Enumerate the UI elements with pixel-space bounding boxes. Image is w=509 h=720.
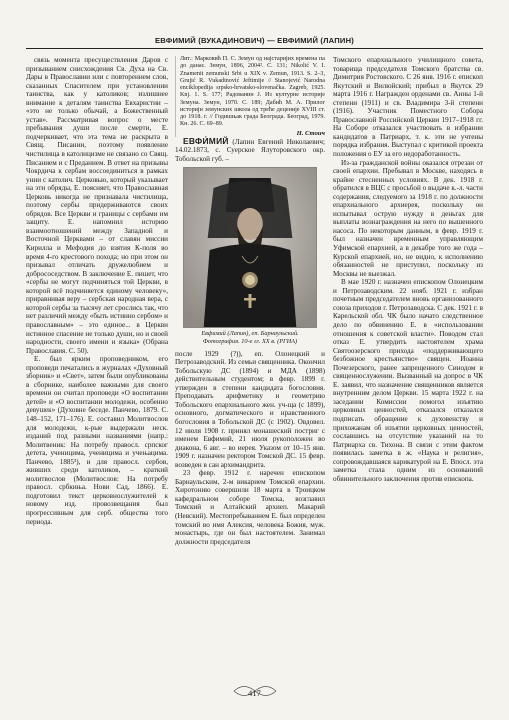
col1-paragraph-1: связь момента пресуществления Даров с призыванием сниcхождения Св. Духа на Св. Дары в Православии или с повторением слов, сказанных Спасителем при установлении таинства, как у католиков; излишнее внимание к деталям таинства Евхаристии – «это не только обычай, а Божественный устав». Рассматривая вопрос о месте пребывания души после смерти, Е. подчеркивает, что эта тема не раскрыта в Свящ. Писании, поэтому появление чистилища в католицизме не связано со Свящ. Писанием и с Преданием. В ответ на призывы Чокрдича к сербам воссоединиться в рамках унии с католич. Церковью, который указывает на эти обряды, Е. поясняет, что Православная Церковь никогда не признавала чистилища, поэтому сербы придерживаются своих обрядов. Все Церкви и границы с сербами им защиту. Е. напомнил историю взаимоотношений между Западной и Восточной Церквами – от славян миссии Кирилла и Мефодия до взятия К-поля во время 4-го крестового похода; но при этом он призывал отличать дружелюбием и добрососедством. В заключение Е. пишет, что «сербы не могут подчиняться той Церкви, в которой всё подчиняется единому человеку», приравнивая веру – сербская народная вера, с которой сербы за тысячу лет срослись так, что нет различий между «быть истинно сербом» и православным» – это единое... в Церкви истинное спасение не только души, но и своей народности, своего имени и языка» (Обрана Православия. С. 50).: [26, 56, 168, 355]
entry-lead: (Лапин Евгений Николаевич; 14.02.1873, с. Суерское Ялуторовского окр. Тобольской губ. –: [175, 137, 325, 163]
caption-line-1: Евфимий (Лапин), еп. Барнаульский.: [201, 330, 299, 338]
page-number: 417: [248, 688, 261, 698]
col3-paragraph-3: В мае 1920 г. назначен епископом Олонецким и Петрозаводским. 22 нояб. 1921 г. избран почетным председателем вновь организованного союза приходов г. Петрозаводска. С дек. 1921 г. в Карельской обл. ЧК было начато следственное дело по обвинению Е. в «использовании отношения к советской власти». Поводом стал отказ Е. утвердить настоятелем храма Святоозерского прихода «поддерживающего безбожное крестьянство» священ. Иоанна Почезерского, ранее запрещенного Синодом в священнослужении. Вызванный на допрос в ЧК Е. заявил, что назначение священников является внутренним делом Церкви. 15 марта 1922 г. на заседании Комиссии помогол изъятию церковных ценностей, отказался отказался подписать обращение к духовенству и прихожанам об изъятии церковных ценностей, сославшись на отсутствие указаний на то Патриарха св. Тихона. В связи с этим фактом появилась заметка в ж. «Наука и религия», сопровождавшаяся карикатурой на Е. Впосл. эта заметка стала одним из основаниий обвинительного заключения против епископа.: [333, 278, 483, 483]
column-3: [333, 56, 483, 483]
entry-heading: [175, 137, 325, 164]
references-text: Лит.: Марковић П. С. Земун од најстаријих времена па до данас. Земун, 1896, 2004². С. 131; Nikolić V. I. Znamenit zemunski Srbi u XIX v. Zemun, 1913. S. 2–3, Grujić R. Vukadinović Jeftimije // Stanojević Narodna enciklopedija srpsko-hrvatsko-slovenačka. Zagreb, 1925. Knj. 1. S. 177; Радованин Ј. Из културне историје Земуна. Земун, 1970. С. 189; Дабић М. А. Прилог историји земунских школа од треће деценије XVIII ст. до 1918. г. // Годишњак града Београда. Београд, 1979. Кн. 26. С. 69–89.: [180, 56, 325, 128]
column-1: [26, 56, 168, 526]
column-2: [175, 56, 325, 546]
col3-paragraph-2: Из-за гражданской войны оказался отрезан от своей епархии. Пребывал в Москве, находясь в крайне стесненных условиях. В дек. 1918 г. обратился в ВЦС с просьбой о выдаче к.-л. части содержания, следуемого за 1918 г. по должности епархиального архиерея, поскольку он испытывал острую нужду в деньгах для выплаты вознаграждения на него по вышенного насоса. По некоторым данным, в февр. 1919 г. был назначен временным управляющим Уфимской епархией, а в декабре того же года – Курской епархией, но, не видно, к исполнению обязанностей не приступил, поскольку из Москвы не выезжал.: [333, 158, 483, 278]
caption-line-2: Фотография. 10-е гг. XX в. (РГИА): [202, 337, 298, 345]
portrait-image: [184, 168, 316, 327]
col3-paragraph-1: Томского епархиального училищного совета, товарища председателя Томского братства св. Димитрия Ростовского. С 26 янв. 1916 г. епископ Якутский и Вилюйский; прибыл в Якутск 29 марта 1916 г. Награжден орденами св. Анны 1-й степени (1911) и св. Владимира 3-й степени (1916). Участник Поместного Собора Православной Российской Церкви 1917–1918 гг. На Соборе отказался участвовать в избрании кандидатов в Патриарх, т. к. эти не учтены порядка избрания. Выступал с критикой проекта положения о ЕУ за его недоработанность.: [333, 56, 483, 159]
portrait-photo: [183, 167, 317, 328]
col2-paragraph-2: 23 февр. 1912 г. наречен епископом Барнаульским, 2-м викарием Томской епархии. Хиротонию совершили 18 марта в Троицком кафедральном соборе Томска, возглавил Томский и Алтайский архиеп. Макарий (Невский). Местопребыванием Е. был определен томский во имя Алексия, человека Божия, муж. монастырь, где он был настоятелем. Занимал должности председателя: [175, 469, 325, 546]
references-block: [175, 56, 325, 137]
header-rule: [26, 48, 483, 49]
running-head: ЕВФИМИЙ (ВУКАДИНОВИЧ) — ЕВФИМИЙ (ЛАПИН): [155, 36, 354, 45]
author-signature: Н. Стоич: [296, 129, 325, 137]
col2-paragraph-1: после 1929 (?)), еп. Олонецкий и Петрозаводский. Из семьи священника. Окончил Тобольскую ДС (1894) и МДА (1898) действительным студентом; в февр. 1899 г. утвержден в степени кандидата богословия. Преподавать арифметику и геометрию Тобольского епархиального жен. уч-ща (с 1899), основного, догматического и нравственного богословия в Тобольской ДС (с 1902). Овдовел. 12 июля 1908 г. принял монашеский постриг с именем Евфимий, 21 июля рукоположен во диакона, 6 авг. – во иерея. Указом от 10–15 янв. 1909 г. назначен ректором Томской ДС. 15 февр. возведен в сан архимандрита.: [175, 349, 325, 469]
col1-paragraph-2: Е. был ярким проповедником, его проповеди печатались в журналах «Духовный зборник» и «Свет», затем были опубликованы в сборнике, наиболее важными для своего времени он считал проповеди «О воспитании детей» и «О воспитании молодежи, особенно девушек» (Духовне беседе. Панчево, 1879. С. 148–152, 171–176). Е. составил Молитвослов для молодежи, к-рые выдержали неск. изданий под разными названиями (напр.: Молитвеник: На потребу правосл. српског детета, ученицима, ученицима и учењацима. Панчево, 1885³), и для правосл. сербов, живших среди католиков, – краткий молитвослов (Молитвослов: На потребу правосл. србкиња. Нови Сад, 1866). Е. подготовил текст церковнослужителей к новому изд. провозвещания был прогрессивным для серб. общества того периода.: [26, 355, 168, 526]
portrait-caption: [179, 330, 321, 345]
entry-name: ЕВФИ́МИЙ: [183, 135, 229, 146]
